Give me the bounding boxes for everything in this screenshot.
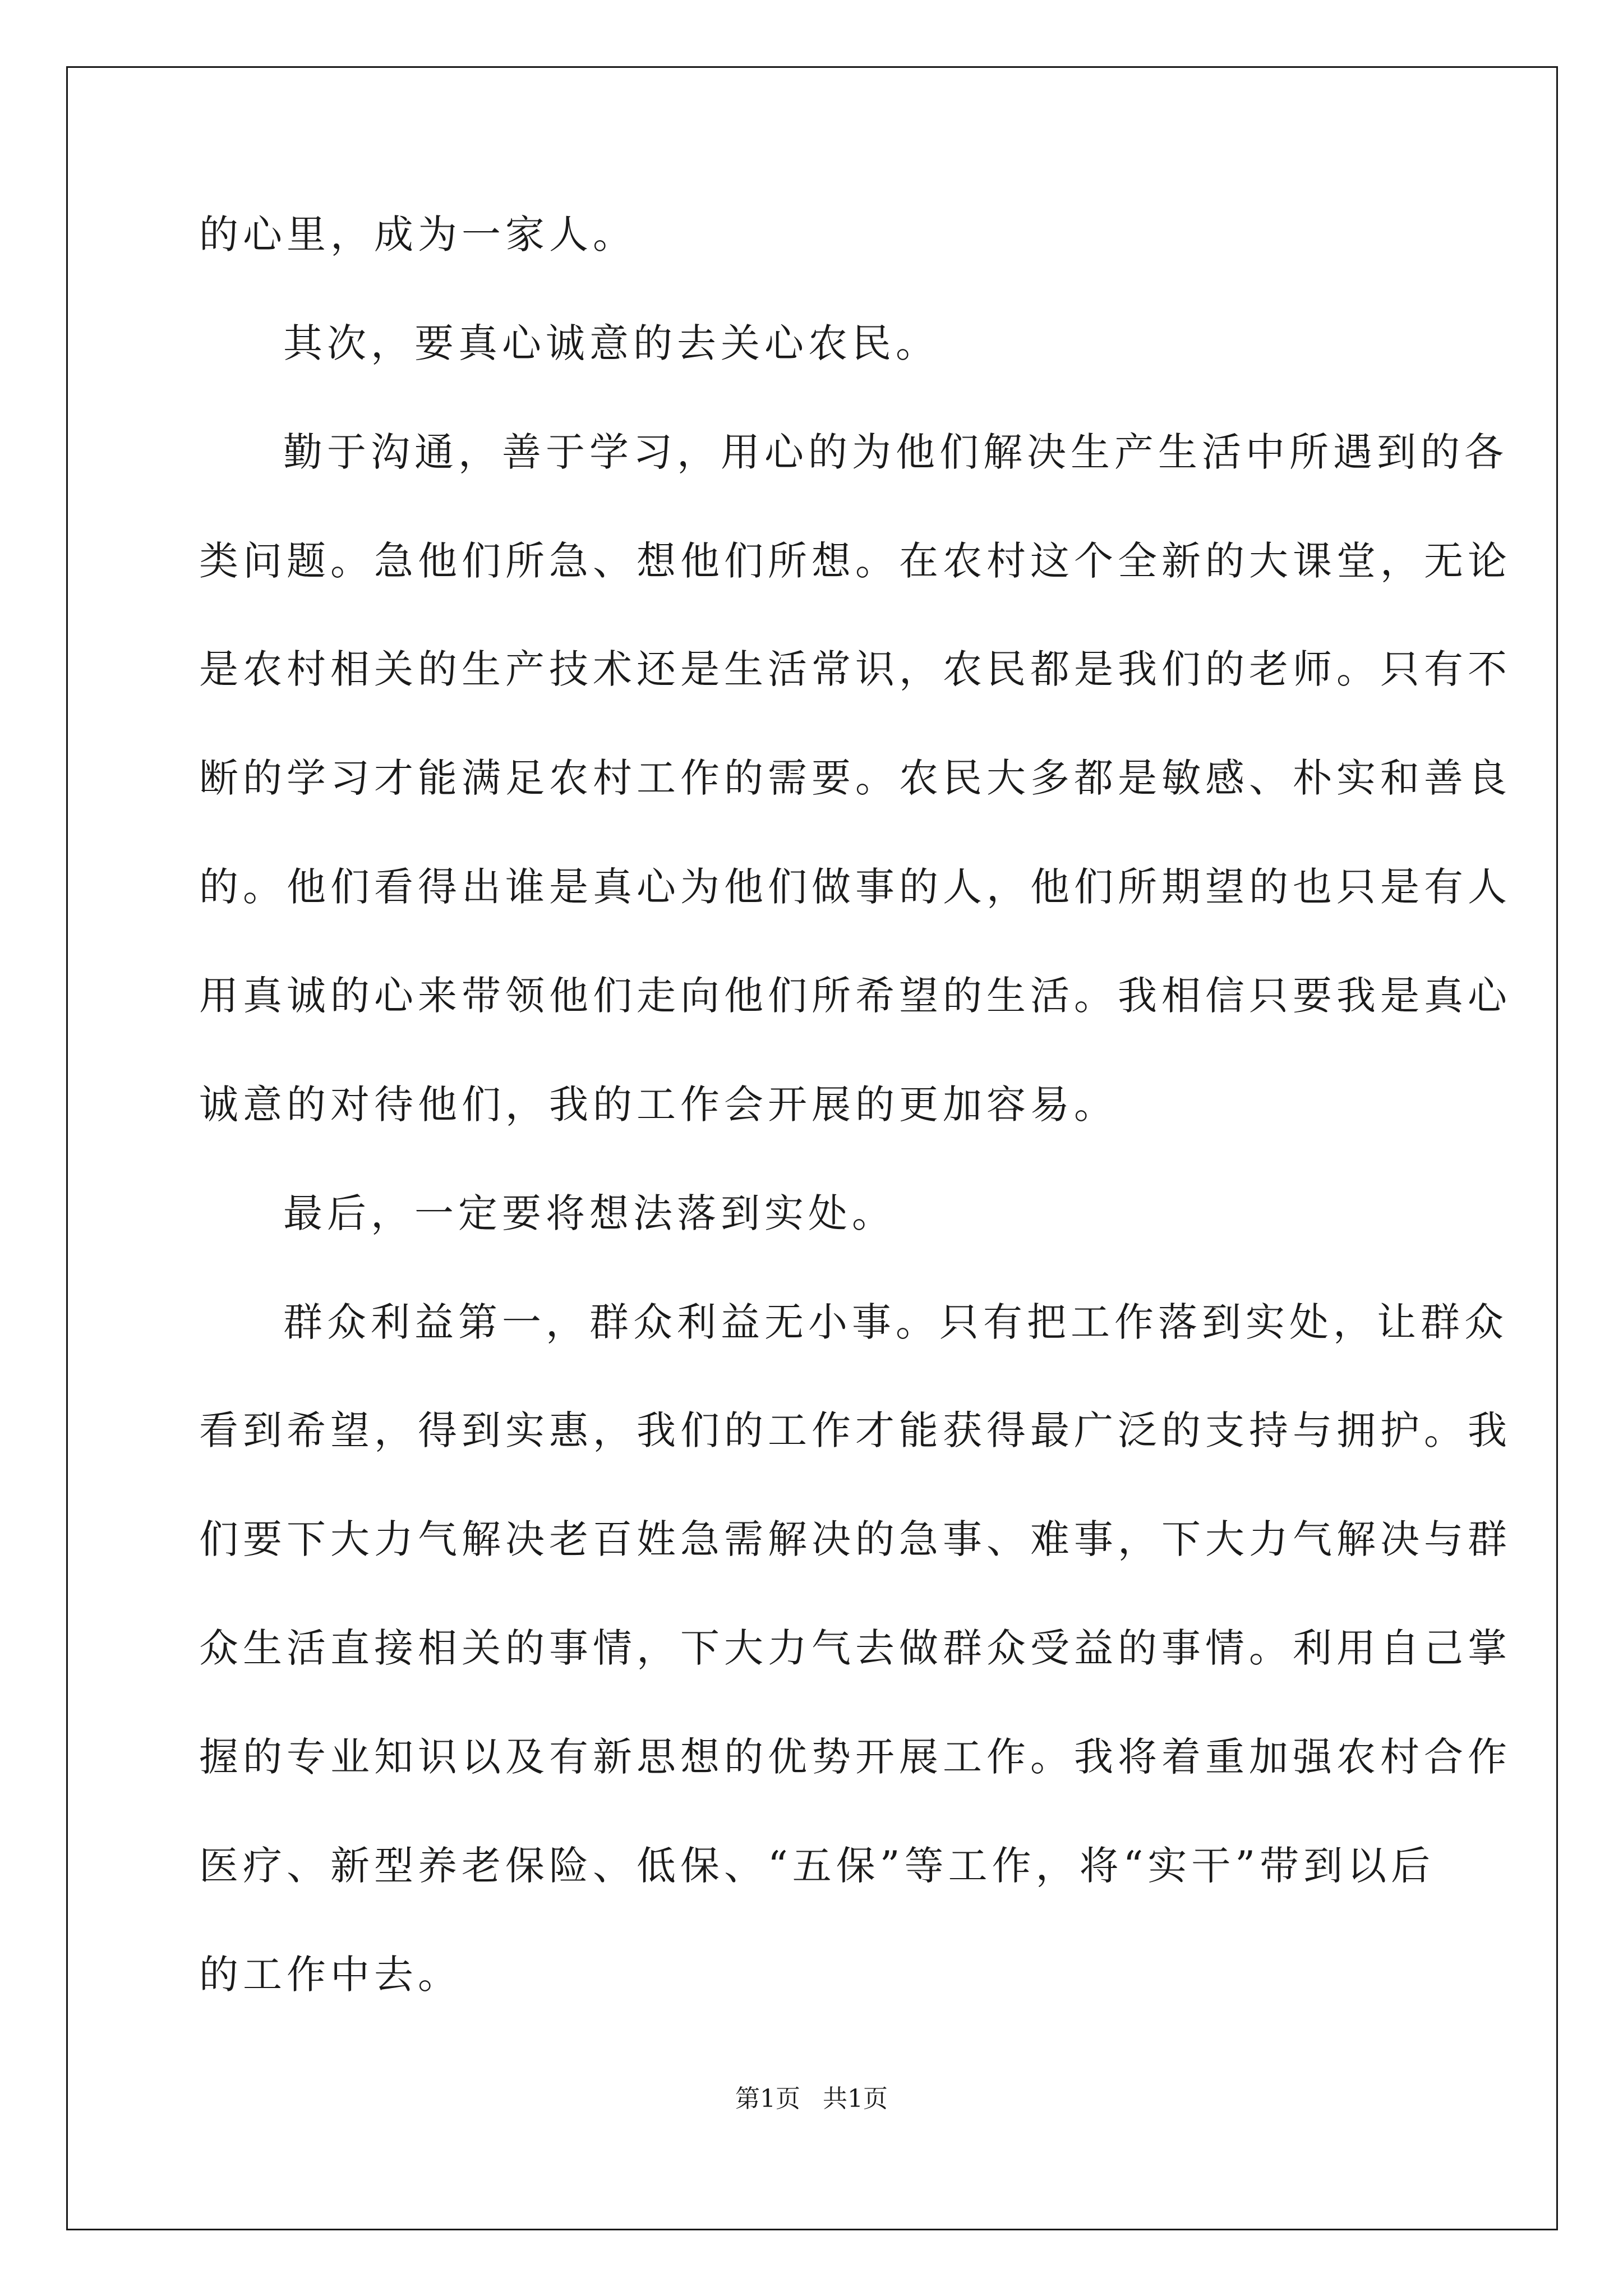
text-line: 断的学习才能满足农村工作的需要。农民大多都是敏感、朴实和善良 [199,755,1511,801]
paragraph-heading: 最后，一定要将想法落到实处。 [283,1190,896,1236]
text-line: 类问题。急他们所急、想他们所想。在农村这个全新的大课堂，无论 [199,538,1511,584]
text-line: 是农村相关的生产技术还是生活常识，农民都是我们的老师。只有不 [199,646,1511,692]
page-number: 第1页 [735,2085,800,2113]
text-line: 的工作中去。 [199,1952,462,1998]
text-line: 诚意的对待他们，我的工作会开展的更加容易。 [199,1082,1118,1128]
page-footer [0,2078,1623,2114]
paragraph-heading: 其次，要真心诚意的去关心农民。 [283,320,939,366]
text-line: 的心里，成为一家人。 [199,211,637,257]
text-line: 的。他们看得出谁是真心为他们做事的人，他们所期望的也只是有人 [199,864,1511,910]
text-line: 们要下大力气解决老百姓急需解决的急事、难事，下大力气解决与群 [199,1516,1511,1562]
text-line: 看到希望，得到实惠，我们的工作才能获得最广泛的支持与拥护。我 [199,1407,1511,1453]
text-line: 众生活直接相关的事情，下大力气去做群众受益的事情。利用自己掌 [199,1625,1511,1671]
text-line: 勤于沟通，善于学习，用心的为他们解决生产生活中所遇到的各 [283,429,1508,475]
page-total: 共1页 [823,2085,888,2113]
text-line: 用真诚的心来带领他们走向他们所希望的生活。我相信只要我是真心 [199,973,1511,1019]
text-line: 握的专业知识以及有新思想的优势开展工作。我将着重加强农村合作 [199,1734,1511,1780]
page-border [66,66,1558,2230]
text-line: 医疗、新型养老保险、低保、“五保”等工作，将“实干”带到以后 [199,1843,1435,1889]
text-line: 群众利益第一，群众利益无小事。只有把工作落到实处，让群众 [283,1299,1508,1345]
